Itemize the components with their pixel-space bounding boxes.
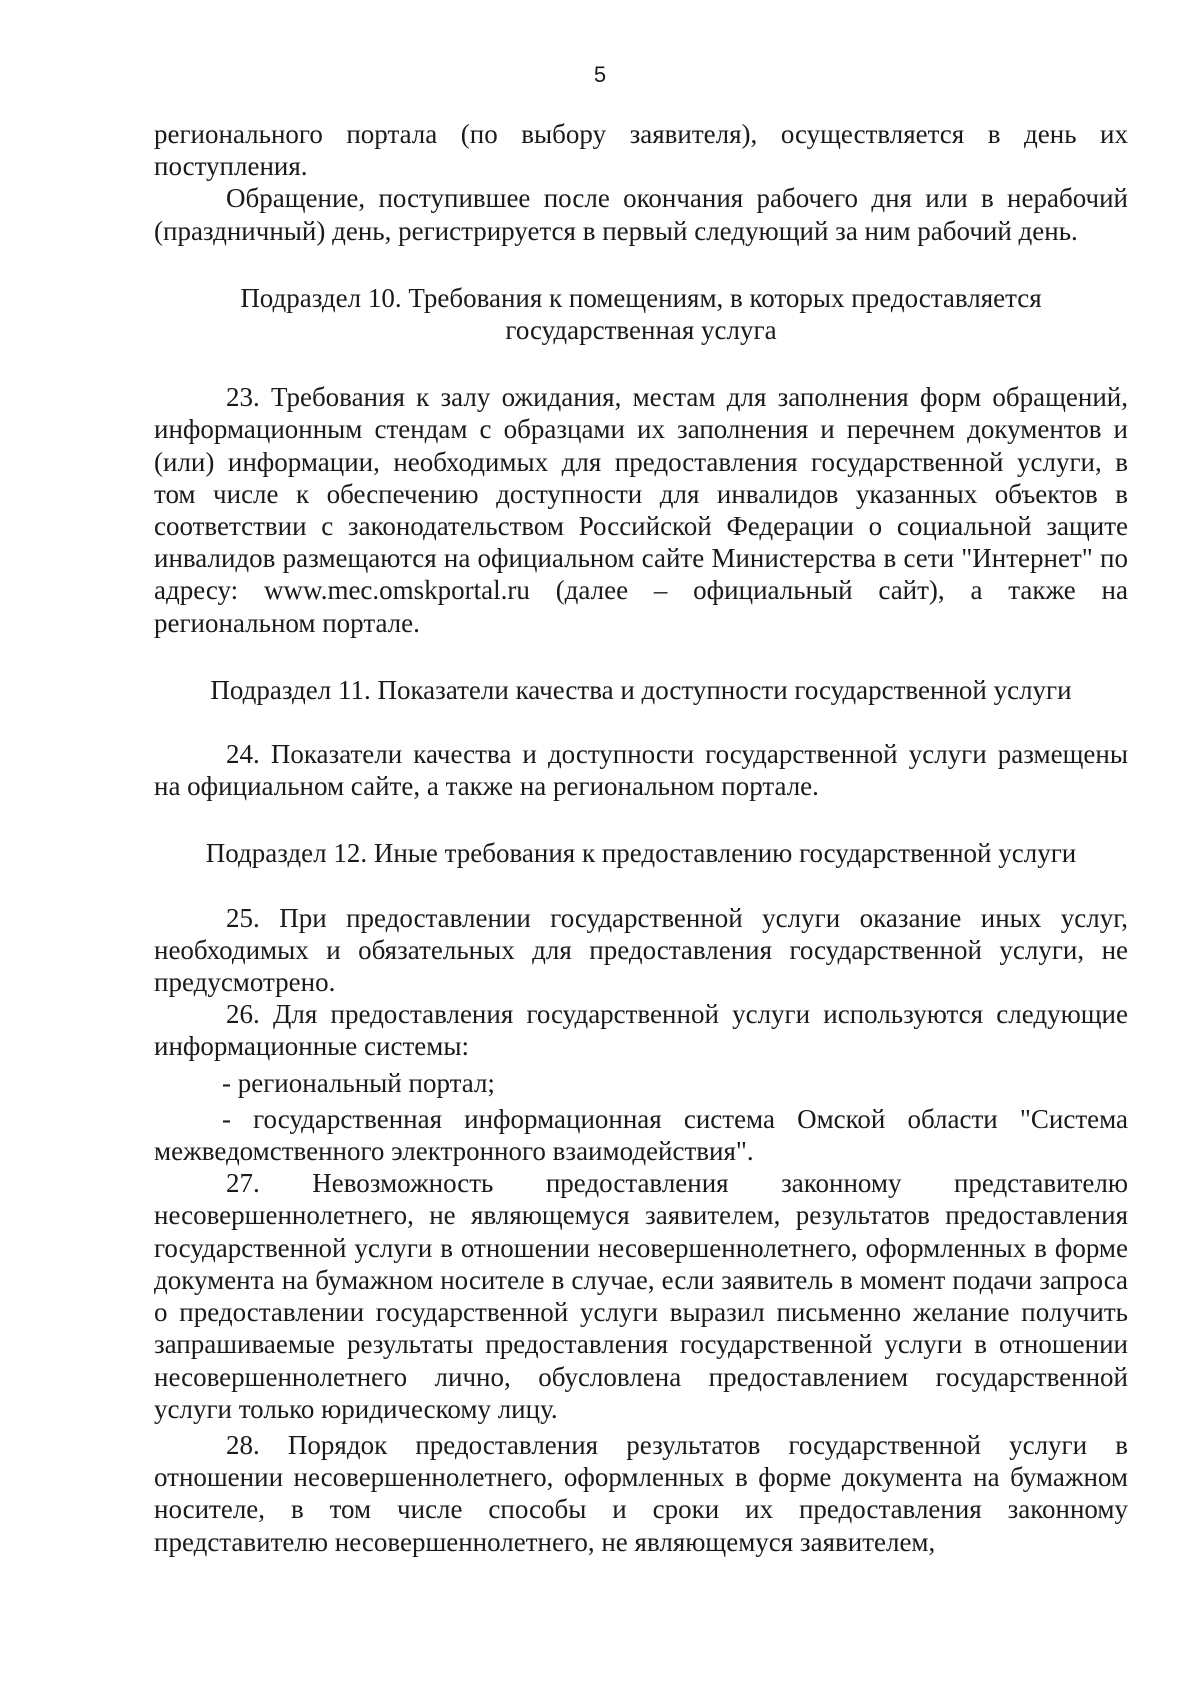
- heading-subsection-12: Подраздел 12. Иные требования к предоставлению государственной услуги: [205, 838, 1077, 869]
- paragraph-25: 25. При предоставлении государственной услуги оказание иных услуг, необходимых и обязательных для предоставления государственной услуги, не предусмотрено.: [154, 902, 1128, 998]
- paragraph-28: 28. Порядок предоставления результатов государственной услуги в отношении несовершеннолетнего, оформленных в форме документа на бумажном носителе, в том числе способы и сроки их предоставления законному представителю несовершеннолетнего, не являющемуся заявителем,: [154, 1429, 1128, 1557]
- page-number: 5: [593, 62, 607, 87]
- paragraph-registration: Обращение, поступившее после окончания рабочего дня или в нерабочий (праздничный) день, регистрируется в первый следующий за ним рабочий день.: [154, 183, 1128, 246]
- paragraph-27: 27. Невозможность предоставления законному представителю несовершеннолетнего, не являющемуся заявителем, результатов предоставления государственной услуги в отношении несовершеннолетнего, оформленных в форме документа на бумажном носителе в случае, если заявитель в момент подачи запроса о предоставлении государственной услуги выразил письменно желание получить запрашиваемые результаты предоставления государственной услуги в отношении несовершеннолетнего лично, обусловлена предоставлением государственной услуги только юридическому лицу.: [154, 1168, 1128, 1424]
- document-body: [154, 118, 1128, 1558]
- list-item-state-system: - государственная информационная система Омской области "Система межведомственного электронного взаимодействия".: [154, 1103, 1128, 1167]
- paragraph-26: 26. Для предоставления государственной услуги используются следующие информационные системы:: [154, 999, 1128, 1062]
- paragraph-24: 24. Показатели качества и доступности государственной услуги размещены на официальном сайте, а также на региональном портале.: [154, 739, 1128, 802]
- heading-subsection-10: Подраздел 10. Требования к помещениям, в которых предоставляется государственная услуга: [240, 282, 1042, 346]
- paragraph-continuation: регионального портала (по выбору заявителя), осуществляется в день их поступления.: [154, 119, 1128, 182]
- paragraph-23: 23. Требования к залу ожидания, местам для заполнения форм обращений, информационным стендам с образцами их заполнения и перечнем документов и (или) информации, необходимых для предоставления государственной услуги, в том числе к обеспечению доступности для инвалидов указанных объектов в соответствии с законодательством Российской Федерации о социальной защите инвалидов размещаются на официальном сайте Министерства в сети "Интернет" по адресу: www.mec.omskportal.ru (далее – официальный сайт), а также на региональном портале.: [154, 382, 1128, 638]
- list-item-regional-portal: - региональный портал;: [222, 1067, 495, 1098]
- heading-subsection-11: Подраздел 11. Показатели качества и доступности государственной услуги: [210, 674, 1072, 705]
